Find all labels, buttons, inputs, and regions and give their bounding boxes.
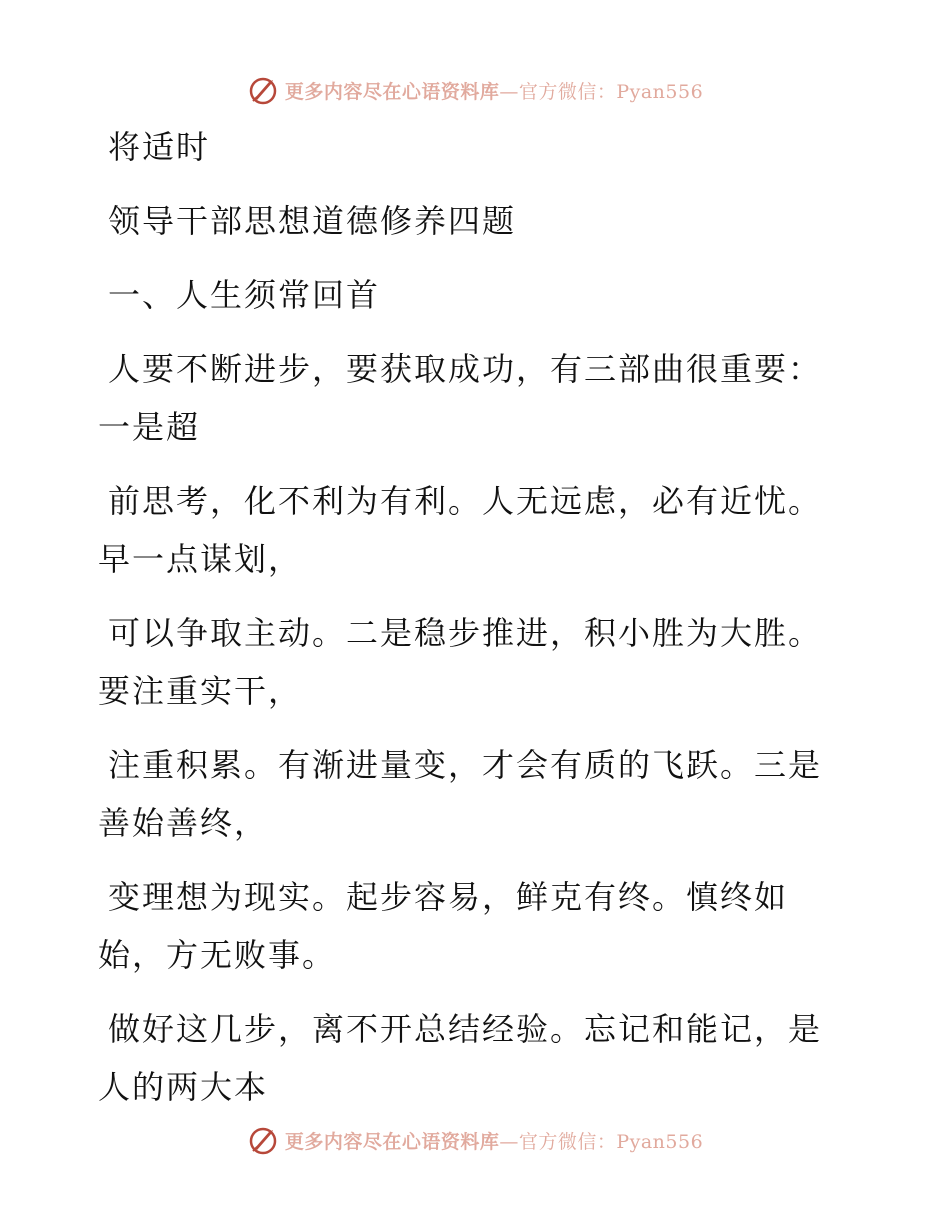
- doc-paragraph: 注重积累。有渐进量变，才会有质的飞跃。三是善始善终，: [98, 746, 823, 842]
- doc-author-line: 将适时: [108, 128, 211, 166]
- doc-paragraph: 做好这几步，离不开总结经验。忘记和能记，是人的两大本: [98, 1010, 823, 1106]
- watermark-site-text: 更多内容尽在心语资料库: [284, 1130, 500, 1153]
- footer-watermark: [0, 1120, 950, 1160]
- doc-title: 领导干部思想道德修养四题: [108, 202, 517, 240]
- watermark-site-text: 更多内容尽在心语资料库: [284, 80, 500, 103]
- quill-pen-logo-icon: [247, 1124, 279, 1156]
- doc-paragraph: 人要不断进步，要获取成功，有三部曲很重要：一是超: [98, 350, 823, 446]
- watermark-contact-text: —官方微信：Pyan556: [499, 1130, 704, 1153]
- doc-section-heading: 一、人生须常回首: [108, 276, 381, 314]
- header-watermark: [0, 70, 950, 110]
- watermark-contact-text: —官方微信：Pyan556: [499, 80, 704, 103]
- doc-paragraph: 可以争取主动。二是稳步推进，积小胜为大胜。要注重实干，: [98, 614, 823, 710]
- watermark-text: [285, 77, 703, 104]
- quill-pen-logo-icon: [247, 74, 279, 106]
- document-body: [98, 118, 838, 1132]
- doc-paragraph: 前思考，化不利为有利。人无远虑，必有近忧。早一点谋划，: [98, 482, 823, 578]
- watermark-text: [285, 1127, 703, 1154]
- doc-paragraph: 变理想为现实。起步容易，鲜克有终。慎终如始，方无败事。: [98, 878, 789, 974]
